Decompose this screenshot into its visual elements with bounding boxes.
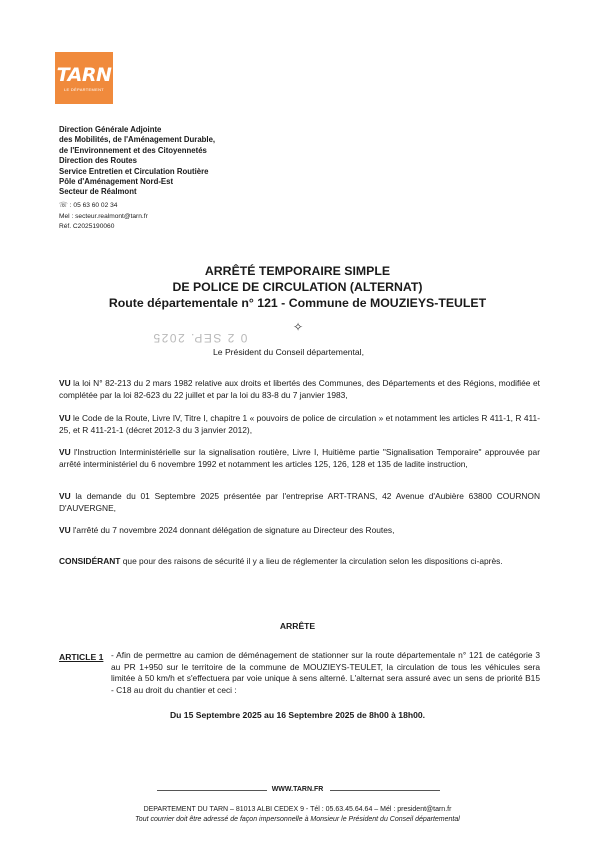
vu-keyword: VU — [59, 413, 71, 423]
received-stamp: 0 2 SEP. 2025 — [152, 331, 248, 345]
vu-text: l'Instruction Interministérielle sur la signalisation routière, Livre I, Huitième partie "Signalisation Temporaire" approuvée par arrêté interministériel du 6 novembre 1992 et notamment les articles 125, 126, 128 et 135 de ladite instruction, — [59, 447, 540, 469]
vu-paragraph — [59, 413, 540, 436]
sender-line: Service Entretien et Circulation Routière — [59, 166, 209, 176]
tarn-logo — [55, 52, 113, 104]
title-line-1: ARRÊTÉ TEMPORAIRE SIMPLE — [204, 264, 391, 278]
phone-line — [59, 201, 148, 212]
phone-icon: ☏ — [59, 202, 68, 209]
logo-subtitle: LE DÉPARTEMENT — [63, 86, 105, 92]
footer-note: Tout courrier doit être adressé de façon impersonnelle à Monsieur le Président du Conseil départemental — [135, 816, 460, 823]
vu-text: le Code de la Route, Livre IV, Titre I, chapitre 1 « pouvoirs de police de circulation » et notamment les articles R 411-1, R 411-25, et R 411-21-1 (décret 2012-3 du 3 janvier 2012), — [59, 413, 540, 435]
sender-line: Secteur de Réalmont — [59, 187, 137, 197]
vu-text: l'arrêté du 7 novembre 2024 donnant délégation de signature au Directeur des Routes, — [70, 525, 395, 535]
vu-keyword: VU — [59, 447, 71, 457]
contact-block — [59, 201, 148, 233]
vu-text: la loi N° 82-213 du 2 mars 1982 relative aux droits et libertés des Communes, des Départements et des Régions, modifiée et complétée par la loi 82-623 du 22 juillet et par la loi du 83-8 du 7 janvier 1983, — [59, 378, 540, 400]
considerant-paragraph — [59, 556, 540, 568]
arrete-heading: ARRÊTE — [279, 621, 316, 631]
sender-line: Direction des Routes — [59, 156, 137, 166]
logo-word: TARN — [56, 63, 112, 86]
vu-text: la demande du 01 Septembre 2025 présentée par l'entreprise ART-TRANS, 42 Avenue d'Aubière 63800 COURNON D'AUVERGNE, — [59, 491, 540, 513]
article-1-dates: Du 15 Septembre 2025 au 16 Septembre 2025 de 8h00 à 18h00. — [169, 710, 426, 720]
footer-address: DEPARTEMENT DU TARN – 81013 ALBI CEDEX 9 - Tél : 05.63.45.64.64 – Mél : president@tarn.fr — [143, 806, 452, 813]
vu-keyword: VU — [59, 491, 71, 501]
sender-line: des Mobilités, de l'Aménagement Durable, — [59, 135, 216, 145]
document-title — [0, 263, 595, 311]
sender-line: de l'Environnement et des Citoyennetés — [59, 145, 207, 155]
sender-block — [59, 125, 359, 198]
article-1-label: ARTICLE 1 — [59, 652, 104, 662]
considerant-keyword: CONSIDÉRANT — [59, 556, 121, 566]
vu-keyword: VU — [59, 378, 71, 388]
sender-line: Pôle d'Aménagement Nord-Est — [59, 177, 174, 187]
mail-line: Mel : secteur.realmont@tarn.fr — [59, 212, 148, 220]
vu-paragraph — [59, 447, 540, 470]
vu-keyword: VU — [59, 525, 71, 535]
ornament-icon: ✧ — [293, 320, 304, 334]
vu-paragraph — [59, 525, 540, 537]
title-line-2: DE POLICE DE CIRCULATION (ALTERNAT) — [172, 280, 423, 294]
title-line-3: Route départementale n° 121 - Commune de MOUZIEYS-TEULET — [108, 296, 487, 310]
president-heading: Le Président du Conseil départemental, — [213, 347, 364, 357]
reference-line: Réf. C2025190060 — [59, 223, 115, 230]
vu-paragraph — [59, 378, 540, 401]
sender-line: Direction Générale Adjointe — [59, 125, 162, 134]
footer-website: WWW.TARN.FR — [271, 786, 324, 793]
vu-paragraph — [59, 491, 540, 514]
phone-number: : 05 63 60 02 34 — [69, 202, 118, 209]
considerant-text: que pour des raisons de sécurité il y a lieu de réglementer la circulation selon les dispositions ci-après. — [120, 556, 503, 566]
article-1-text: - Afin de permettre au camion de déménagement de stationner sur la route départementale n° 121 de catégorie 3 au PR 1+950 sur le territoire de la commune de MOUZIEYS-TEULET, la circulation de tous les véhicules sera limitée à 50 km/h et s'effectuera par voie unique à sens alterné. L'alternat sera assuré avec un sens de priorité B15 - C18 au droit du chantier et ceci : — [111, 650, 540, 695]
